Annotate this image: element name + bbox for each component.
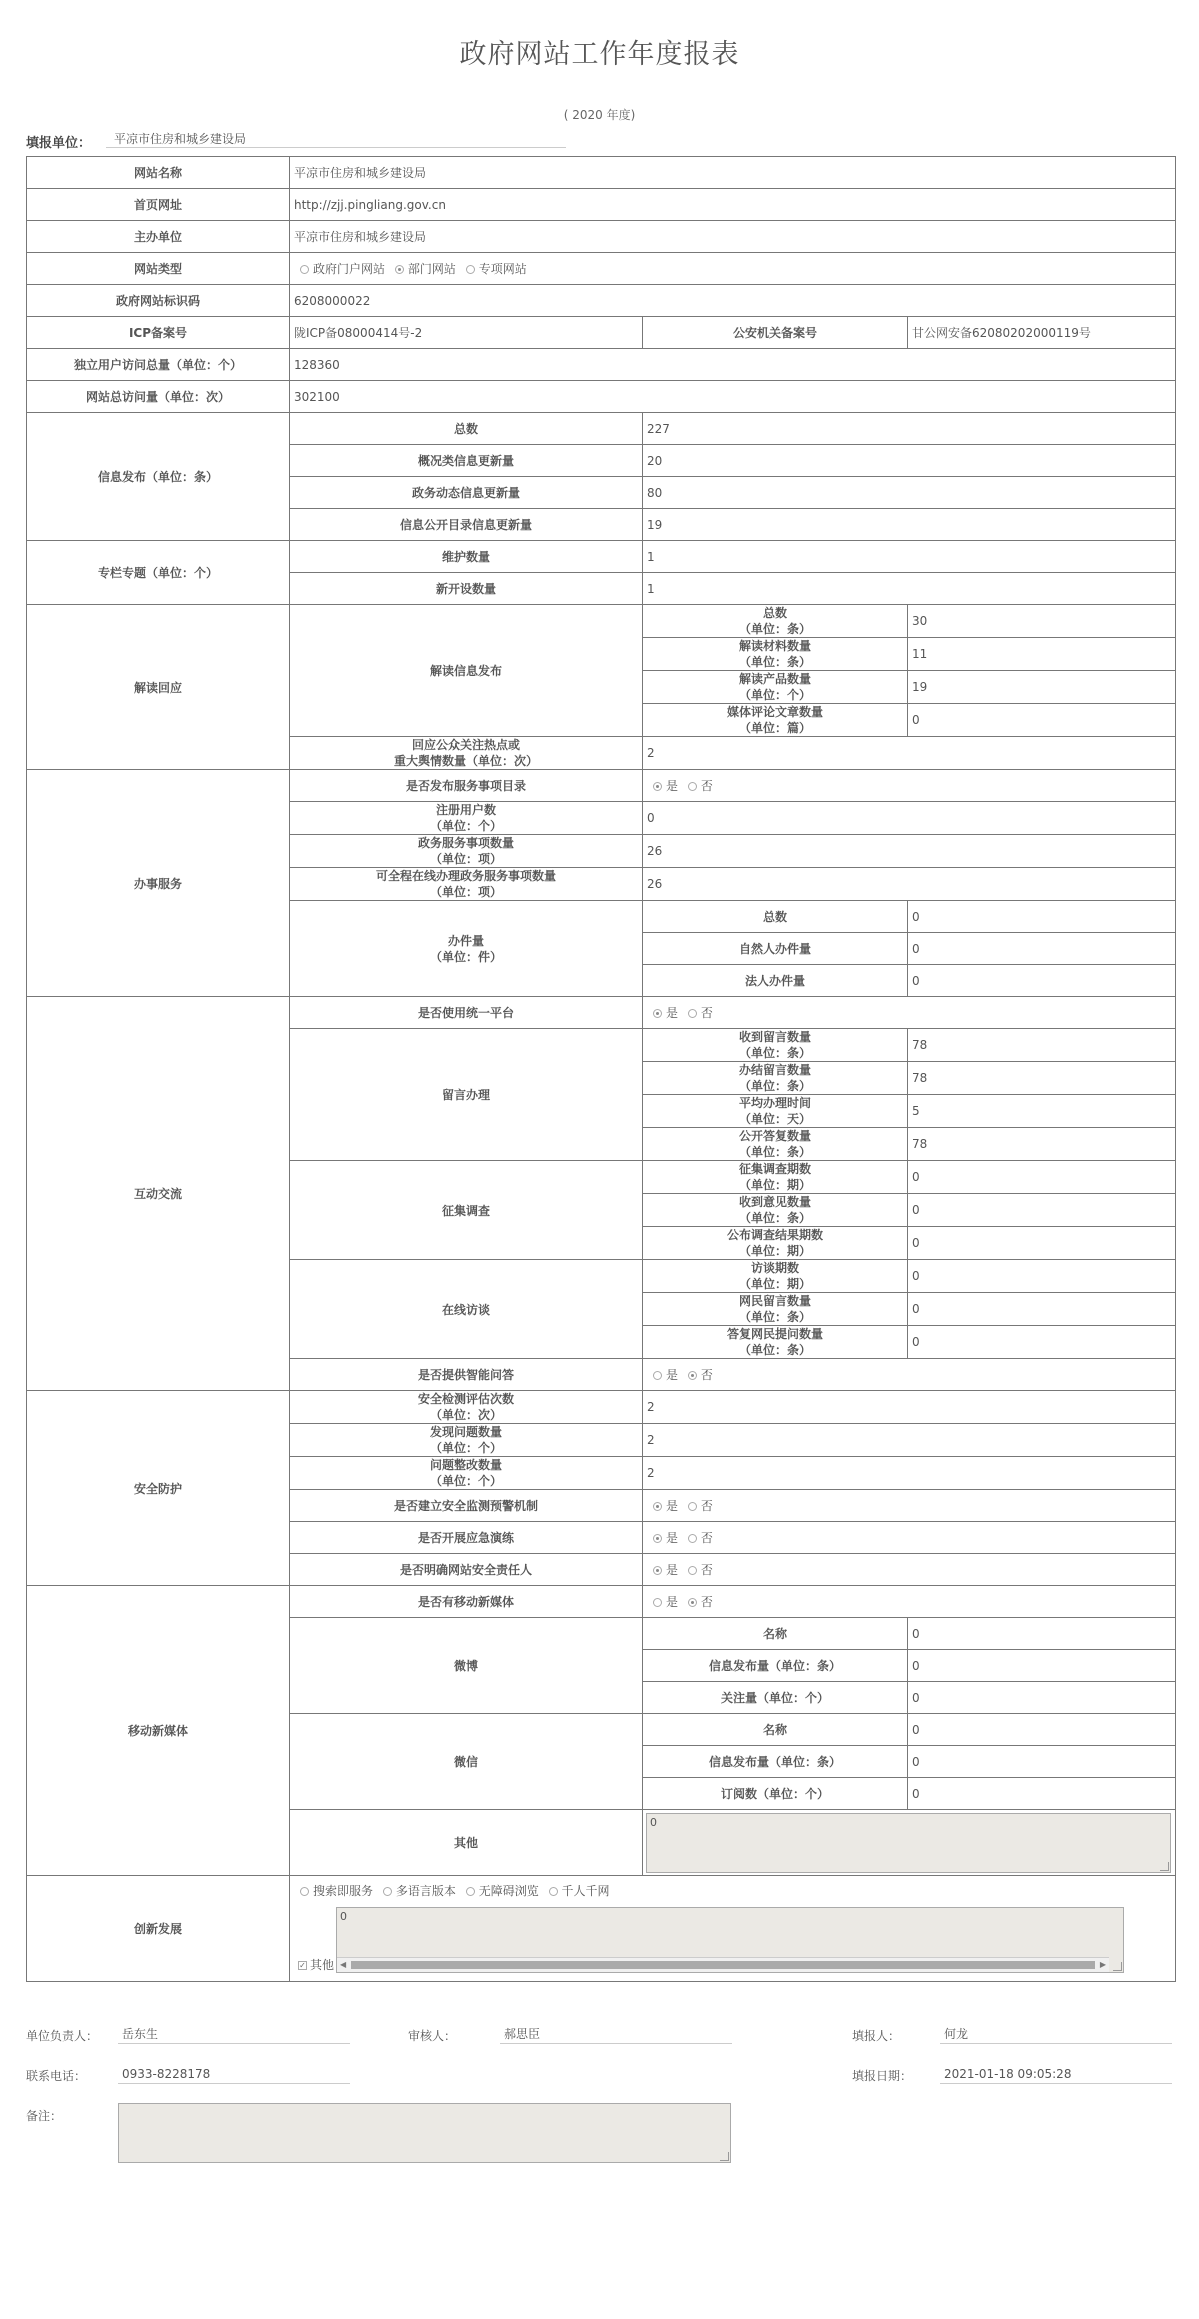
- wechat-pub-label: 信息发布量（单位：条）: [643, 1746, 908, 1778]
- innovation-multilang-check[interactable]: [383, 1887, 392, 1896]
- interpret-media-label: 媒体评论文章数量 （单位：篇）: [643, 704, 908, 737]
- filling-unit-value[interactable]: 平凉市住房和城乡建设局: [106, 130, 566, 148]
- weibo-label: 微博: [290, 1618, 643, 1714]
- innovation-label: 创新发展: [27, 1876, 290, 1982]
- filler-label: 填报人：: [852, 2029, 901, 2043]
- security-fix-value: 2: [643, 1457, 1176, 1490]
- unique-visitors-value: 128360: [290, 349, 1176, 381]
- ai-no-radio[interactable]: [688, 1371, 697, 1380]
- media-no-radio[interactable]: [688, 1598, 697, 1607]
- msg-done-value: 78: [908, 1062, 1176, 1095]
- column-new-label: 新开设数量: [290, 573, 643, 605]
- info-overview-value: 20: [643, 445, 1176, 477]
- info-overview-label: 概况类信息更新量: [290, 445, 643, 477]
- msg-avg-value: 5: [908, 1095, 1176, 1128]
- info-news-label: 政务动态信息更新量: [290, 477, 643, 509]
- msg-pub-value: 78: [908, 1128, 1176, 1161]
- auditor-value[interactable]: 郝思臣: [500, 2024, 732, 2044]
- wechat-name-value: 0: [908, 1714, 1176, 1746]
- innovation-options: 搜索即服务 多语言版本 无障碍浏览 千人千网: [294, 1882, 1171, 1899]
- site-type-special-label: 专项网站: [478, 262, 527, 276]
- report-table: [26, 156, 1176, 1982]
- column-maintain-label: 维护数量: [290, 541, 643, 573]
- security-monitor-label: 是否建立安全监测预警机制: [290, 1490, 643, 1522]
- service-handle-person-label: 自然人办件量: [643, 933, 908, 965]
- service-label: 办事服务: [27, 770, 290, 997]
- interact-talk-label: 在线访谈: [290, 1260, 643, 1359]
- site-name-label: 网站名称: [27, 157, 290, 189]
- phone-label: 联系电话：: [26, 2069, 87, 2083]
- wechat-sub-value: 0: [908, 1778, 1176, 1810]
- service-online-label: 可全程在线办理政务服务事项数量 （单位：项）: [290, 868, 643, 901]
- security-found-label: 发现问题数量 （单位：个）: [290, 1424, 643, 1457]
- filling-unit-label: 填报单位：: [26, 136, 92, 151]
- platform-yes-radio[interactable]: [653, 1009, 662, 1018]
- interpret-respond-label: 回应公众关注热点或 重大舆情数量（单位：次）: [290, 737, 643, 770]
- innovation-other-option: ✓ 其他: [299, 1958, 335, 1972]
- site-type-label: 网站类型: [27, 253, 290, 285]
- security-resp-radios: 是 否: [643, 1554, 1176, 1586]
- host-label: 主办单位: [27, 221, 290, 253]
- innovation-scrollbar[interactable]: [337, 1957, 1109, 1972]
- interact-label: 互动交流: [27, 997, 290, 1391]
- service-catalog-label: 是否发布服务事项目录: [290, 770, 643, 802]
- interact-ai-radios: 是 否: [643, 1359, 1176, 1391]
- security-fix-label: 问题整改数量 （单位：个）: [290, 1457, 643, 1490]
- interpret-product-value: 19: [908, 671, 1176, 704]
- resp-no-radio[interactable]: [688, 1566, 697, 1575]
- weibo-pub-label: 信息发布量（单位：条）: [643, 1650, 908, 1682]
- site-code-value: 6208000022: [290, 285, 1176, 317]
- platform-no-radio[interactable]: [688, 1009, 697, 1018]
- homepage-label: 首页网址: [27, 189, 290, 221]
- interpret-respond-value: 2: [643, 737, 1176, 770]
- service-items-value: 26: [643, 835, 1176, 868]
- police-record-value: 甘公网安备62080202000119号: [908, 317, 1176, 349]
- survey-result-value: 0: [908, 1227, 1176, 1260]
- interact-platform-label: 是否使用统一平台: [290, 997, 643, 1029]
- service-items-label: 政务服务事项数量 （单位：项）: [290, 835, 643, 868]
- site-type-portal-label: 政府门户网站: [313, 262, 386, 276]
- site-type-department-label: 部门网站: [407, 262, 456, 276]
- leader-label: 单位负责人：: [26, 2029, 99, 2043]
- weibo-follow-label: 关注量（单位：个）: [643, 1682, 908, 1714]
- service-catalog-radios: 是 否: [643, 770, 1176, 802]
- weibo-follow-value: 0: [908, 1682, 1176, 1714]
- icp-value: 陇ICP备08000414号-2: [290, 317, 643, 349]
- security-drill-radios: 是 否: [643, 1522, 1176, 1554]
- interpret-material-value: 11: [908, 638, 1176, 671]
- media-has-radios: 是 否: [643, 1586, 1176, 1618]
- auditor-label: 审核人：: [408, 2029, 457, 2043]
- drill-yes-radio[interactable]: [653, 1534, 662, 1543]
- innovation-other-textarea[interactable]: 0 ◀ ▶: [336, 1907, 1124, 1973]
- column-label: 专栏专题（单位：个）: [27, 541, 290, 605]
- weibo-pub-value: 0: [908, 1650, 1176, 1682]
- page-views-label: 网站总访问量（单位：次）: [27, 381, 290, 413]
- interpret-total-value: 30: [908, 605, 1176, 638]
- survey-opinion-label: 收到意见数量 （单位：条）: [643, 1194, 908, 1227]
- service-handle-label: 办件量 （单位：件）: [290, 901, 643, 997]
- info-news-value: 80: [643, 477, 1176, 509]
- wechat-label: 微信: [290, 1714, 643, 1810]
- innovation-other-checkbox[interactable]: ✓: [299, 1961, 306, 1970]
- msg-recv-label: 收到留言数量 （单位：条）: [643, 1029, 908, 1062]
- wechat-name-label: 名称: [643, 1714, 908, 1746]
- service-handle-person-value: 0: [908, 933, 1176, 965]
- survey-times-label: 征集调查期数 （单位：期）: [643, 1161, 908, 1194]
- survey-times-value: 0: [908, 1161, 1176, 1194]
- service-handle-legal-value: 0: [908, 965, 1176, 997]
- info-total-value: 227: [643, 413, 1176, 445]
- wechat-sub-label: 订阅数（单位：个）: [643, 1778, 908, 1810]
- date-label: 填报日期：: [852, 2069, 913, 2083]
- site-type-portal-radio[interactable]: [300, 265, 309, 274]
- msg-recv-value: 78: [908, 1029, 1176, 1062]
- service-reg-value: 0: [643, 802, 1176, 835]
- survey-opinion-value: 0: [908, 1194, 1176, 1227]
- media-other-label: 其他: [290, 1810, 643, 1876]
- filling-unit-row: [26, 130, 566, 150]
- media-yes-radio[interactable]: [653, 1598, 662, 1607]
- weibo-name-label: 名称: [643, 1618, 908, 1650]
- scroll-right-icon: ▶: [1099, 1960, 1106, 1969]
- interpret-product-label: 解读产品数量 （单位：个）: [643, 671, 908, 704]
- host-value: 平凉市住房和城乡建设局: [290, 221, 1176, 253]
- interpret-media-value: 0: [908, 704, 1176, 737]
- page-title: 政府网站工作年度报表: [459, 39, 740, 70]
- site-code-label: 政府网站标识码: [27, 285, 290, 317]
- site-type-options: [290, 253, 1176, 285]
- site-name-value: 平凉市住房和城乡建设局: [290, 157, 1176, 189]
- security-resp-label: 是否明确网站安全责任人: [290, 1554, 643, 1586]
- msg-avg-label: 平均办理时间 （单位：天）: [643, 1095, 908, 1128]
- icp-label: ICP备案号: [27, 317, 290, 349]
- phone-value[interactable]: 0933-8228178: [118, 2064, 350, 2084]
- filler-value[interactable]: 何龙: [940, 2024, 1172, 2044]
- msg-pub-label: 公开答复数量 （单位：条）: [643, 1128, 908, 1161]
- talk-question-value: 0: [908, 1293, 1176, 1326]
- drill-no-radio[interactable]: [688, 1534, 697, 1543]
- interpret-total-label: 总数 （单位：条）: [643, 605, 908, 638]
- media-label: 移动新媒体: [27, 1586, 290, 1876]
- remark-textarea[interactable]: [118, 2103, 731, 2163]
- media-other-textarea[interactable]: 0: [646, 1813, 1171, 1873]
- ai-yes-radio[interactable]: [653, 1371, 662, 1380]
- talk-answer-value: 0: [908, 1326, 1176, 1359]
- security-eval-label: 安全检测评估次数 （单位：次）: [290, 1391, 643, 1424]
- page-views-value: 302100: [290, 381, 1176, 413]
- info-open-label: 信息公开目录信息更新量: [290, 509, 643, 541]
- monitor-yes-radio[interactable]: [653, 1502, 662, 1511]
- police-record-label: 公安机关备案号: [643, 317, 908, 349]
- weibo-name-value: 0: [908, 1618, 1176, 1650]
- interpret-publish-label: 解读信息发布: [290, 605, 643, 737]
- msg-done-label: 办结留言数量 （单位：条）: [643, 1062, 908, 1095]
- monitor-no-radio[interactable]: [688, 1502, 697, 1511]
- innovation-personal-check[interactable]: [549, 1887, 558, 1896]
- service-handle-total-value: 0: [908, 901, 1176, 933]
- talk-answer-label: 答复网民提问数量 （单位：条）: [643, 1326, 908, 1359]
- media-other-cell: [643, 1810, 1176, 1876]
- security-monitor-radios: 是 否: [643, 1490, 1176, 1522]
- service-catalog-yes-radio[interactable]: [653, 782, 662, 791]
- scroll-left-icon: ◀: [340, 1960, 347, 1969]
- interpret-label: 解读回应: [27, 605, 290, 770]
- wechat-pub-value: 0: [908, 1746, 1176, 1778]
- homepage-value[interactable]: http://zjj.pingliang.gov.cn: [290, 189, 1176, 221]
- info-publish-label: 信息发布（单位：条）: [27, 413, 290, 541]
- column-new-value: 1: [643, 573, 1176, 605]
- service-handle-legal-label: 法人办件量: [643, 965, 908, 997]
- interact-msg-label: 留言办理: [290, 1029, 643, 1161]
- site-type-department-radio[interactable]: [395, 265, 404, 274]
- leader-value[interactable]: 岳东生: [118, 2024, 350, 2044]
- talk-times-label: 访谈期数 （单位：期）: [643, 1260, 908, 1293]
- remark-label: 备注：: [26, 2109, 63, 2123]
- security-found-value: 2: [643, 1424, 1176, 1457]
- site-type-special-radio[interactable]: [466, 265, 475, 274]
- talk-question-label: 网民留言数量 （单位：条）: [643, 1293, 908, 1326]
- innovation-accessible-check[interactable]: [466, 1887, 475, 1896]
- resp-yes-radio[interactable]: [653, 1566, 662, 1575]
- info-open-value: 19: [643, 509, 1176, 541]
- interpret-material-label: 解读材料数量 （单位：条）: [643, 638, 908, 671]
- service-reg-label: 注册用户数 （单位：个）: [290, 802, 643, 835]
- innovation-cell: [290, 1876, 1176, 1982]
- unique-visitors-label: 独立用户访问总量（单位：个）: [27, 349, 290, 381]
- service-handle-total-label: 总数: [643, 901, 908, 933]
- security-eval-value: 2: [643, 1391, 1176, 1424]
- interact-survey-label: 征集调查: [290, 1161, 643, 1260]
- service-online-value: 26: [643, 868, 1176, 901]
- talk-times-value: 0: [908, 1260, 1176, 1293]
- survey-result-label: 公布调查结果期数 （单位：期）: [643, 1227, 908, 1260]
- media-has-label: 是否有移动新媒体: [290, 1586, 643, 1618]
- security-label: 安全防护: [27, 1391, 290, 1586]
- security-drill-label: 是否开展应急演练: [290, 1522, 643, 1554]
- info-total-label: 总数: [290, 413, 643, 445]
- column-maintain-value: 1: [643, 541, 1176, 573]
- innovation-search-check[interactable]: [300, 1887, 309, 1896]
- interact-ai-label: 是否提供智能问答: [290, 1359, 643, 1391]
- interact-platform-radios: 是 否: [643, 997, 1176, 1029]
- scroll-thumb[interactable]: [351, 1961, 1095, 1969]
- date-value[interactable]: 2021-01-18 09:05:28: [940, 2064, 1172, 2084]
- report-year: ( 2020 年度): [563, 108, 636, 122]
- service-catalog-no-radio[interactable]: [688, 782, 697, 791]
